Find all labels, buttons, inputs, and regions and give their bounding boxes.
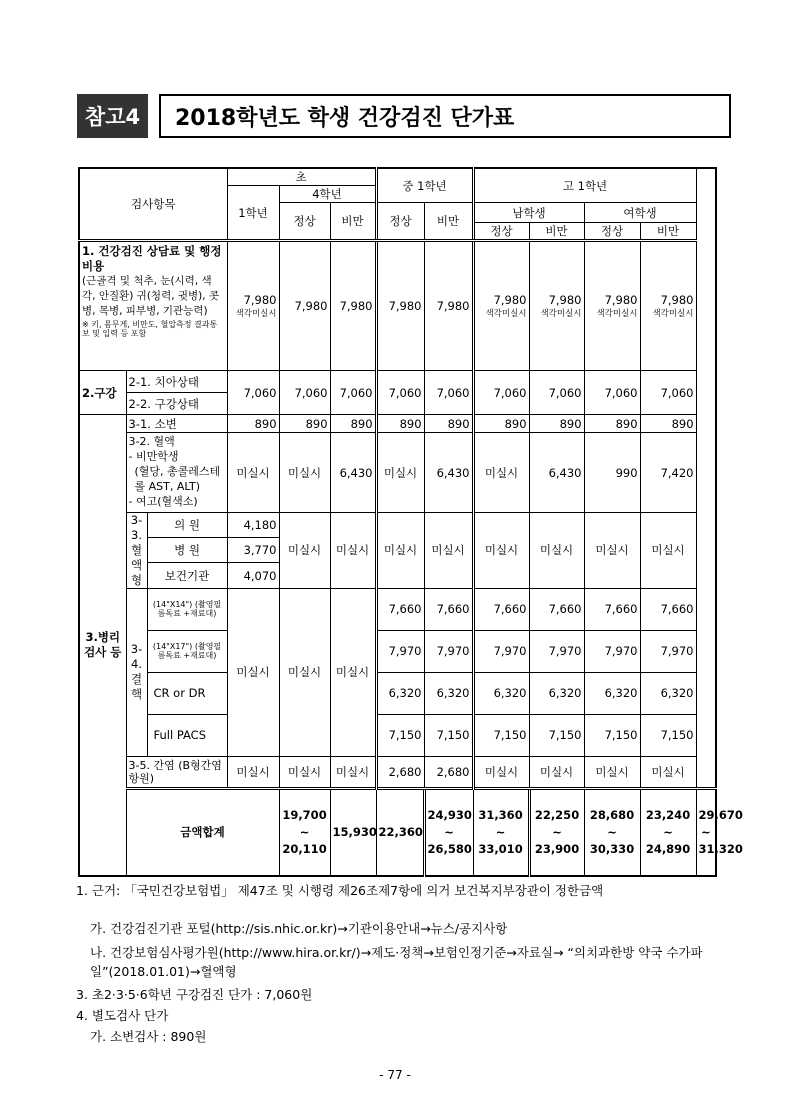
xray2-hfo: 7,970 [640, 630, 696, 672]
btype-g4n: 미실시 [279, 513, 330, 589]
xray-g4o: 미실시 [330, 588, 376, 756]
total-hmn: 22,250 ~ 23,900 [529, 788, 584, 876]
xray3-mo: 6,320 [424, 672, 473, 714]
urine-hmn: 890 [473, 415, 529, 433]
blood-label: 3-2. 혈액 - 비만학생 (혈당, 총콜레스테롤 AST, ALT) - 여고(혈색소) [126, 433, 227, 513]
appendix-badge: 참고4 [77, 94, 148, 138]
price-table [78, 167, 743, 877]
footnote-1a: 가. 건강검진기관 포털(http://sis.nhic.or.kr)→기관이용안내→뉴스/공지사항 [90, 921, 508, 936]
total-hfn: 23,240 ~ 24,890 [640, 788, 696, 876]
header-male-obese: 비만 [529, 223, 584, 241]
header-male-normal: 정상 [473, 223, 529, 241]
header-female-normal: 정상 [584, 223, 640, 241]
footnote-1: 1. 근거: 「국민건강보험법」 제47조 및 시행령 제26조제7항에 의거 보건복지부장관이 정한금액 [76, 883, 604, 898]
xray4-mo: 7,150 [424, 714, 473, 756]
xray2-hfn: 7,970 [584, 630, 640, 672]
header-mid: 중 1학년 [376, 168, 473, 203]
xray4-hfo: 7,150 [640, 714, 696, 756]
total-hfo: 29,670 ~ 31,320 [696, 788, 716, 876]
sec2-g4o: 7,060 [330, 371, 376, 415]
blood-g4o: 6,430 [330, 433, 376, 513]
blood-g4n: 미실시 [279, 433, 330, 513]
sec1-mn: 7,980 [376, 241, 424, 371]
total-g4o: 22,360 [376, 788, 424, 876]
btype-label: 3-3. 혈액형 [126, 513, 147, 589]
xray-14x17: (14"X17") (촬영필름독료 +재료대) [147, 630, 227, 672]
footnote-4: 4. 별도검사 단가 [76, 1008, 169, 1023]
xray-14x14: (14"X14") (촬영필름독료 +재료대) [147, 588, 227, 630]
btype-hmo: 미실시 [529, 513, 584, 589]
liver-hfn: 미실시 [584, 756, 640, 788]
header-grade4: 4학년 [279, 186, 376, 203]
btype-mo: 미실시 [424, 513, 473, 589]
sec2-r2: 2-2. 구강상태 [126, 393, 227, 415]
liver-g4n: 미실시 [279, 756, 330, 788]
sec2-hfo: 7,060 [640, 371, 696, 415]
xray-g4n: 미실시 [279, 588, 330, 756]
liver-label: 3-5. 간염 (B형간염 항원) [126, 756, 227, 788]
liver-hfo: 미실시 [640, 756, 696, 788]
blood-g1: 미실시 [227, 433, 279, 513]
btype-hfo: 미실시 [640, 513, 696, 589]
blood-hfn: 990 [584, 433, 640, 513]
btype-hmn: 미실시 [473, 513, 529, 589]
sec3-title: 3.병리 검사 등 [79, 415, 126, 877]
header-item: 검사항목 [79, 168, 227, 241]
liver-hmn: 미실시 [473, 756, 529, 788]
xray3-hmo: 6,320 [529, 672, 584, 714]
xray-g1: 미실시 [227, 588, 279, 756]
header-mid-obese: 비만 [424, 203, 473, 241]
sec1-title: 1. 건강검진 상담료 및 행정비용 [82, 244, 222, 273]
page-number: - 77 - [379, 1068, 411, 1082]
blood-mo: 6,430 [424, 433, 473, 513]
sec2-r1: 2-1. 치아상태 [126, 371, 227, 393]
xray1-mn: 7,660 [376, 588, 424, 630]
xray3-mn: 6,320 [376, 672, 424, 714]
btype-clinic-val: 4,180 [227, 513, 279, 538]
sec1-desc: (근골격 및 척추, 눈(시력, 색각, 안질환) 귀(청력, 귓병), 콧병, 목병, 피부병, 기관능력) [82, 274, 220, 318]
urine-g4n: 890 [279, 415, 330, 433]
total-label: 금액합계 [126, 788, 279, 876]
xray4-hmo: 7,150 [529, 714, 584, 756]
sec2-hfn: 7,060 [584, 371, 640, 415]
sec2-mo: 7,060 [424, 371, 473, 415]
blood-hmo: 6,430 [529, 433, 584, 513]
xray1-hfn: 7,660 [584, 588, 640, 630]
btype-health-val: 4,070 [227, 563, 279, 588]
sec1-g4o: 7,980 [330, 241, 376, 371]
sec2-hmo: 7,060 [529, 371, 584, 415]
urine-g1: 890 [227, 415, 279, 433]
btype-mn: 미실시 [376, 513, 424, 589]
xray3-hfn: 6,320 [584, 672, 640, 714]
liver-g4o: 미실시 [330, 756, 376, 788]
header-male: 남학생 [473, 203, 584, 223]
sec2-mn: 7,060 [376, 371, 424, 415]
sec2-hmn: 7,060 [473, 371, 529, 415]
header-g4-normal: 정상 [279, 203, 330, 241]
sec1-hfn: 7,980 색각미실시 [584, 241, 640, 371]
header-female: 여학생 [584, 203, 696, 223]
total-hmo: 28,680 ~ 30,330 [584, 788, 640, 876]
xray2-hmn: 7,970 [473, 630, 529, 672]
sec2-g4n: 7,060 [279, 371, 330, 415]
sec1-hmn: 7,980 색각미실시 [473, 241, 529, 371]
xray2-mn: 7,970 [376, 630, 424, 672]
footnote-4a: 가. 소변검사 : 890원 [90, 1029, 207, 1044]
sec1-mo: 7,980 [424, 241, 473, 371]
sec1-note: ※ 키, 몸무게, 비만도, 혈압측정 결과통보 및 입력 등 포함 [82, 319, 218, 338]
page-title: 2018학년도 학생 건강검진 단가표 [159, 94, 731, 138]
total-mo: 31,360 ~ 33,010 [473, 788, 529, 876]
xray2-mo: 7,970 [424, 630, 473, 672]
footnote-1b: 나. 건강보험심사평가원(http://www.hira.or.kr/)→제도·정책→보험인정기준→자료실→ “의치과한방 약국 수가파일”(2018.01.01)→혈액형 [90, 945, 703, 979]
header-grade1: 1학년 [227, 186, 279, 241]
xray4-mn: 7,150 [376, 714, 424, 756]
blood-mn: 미실시 [376, 433, 424, 513]
blood-hfo: 7,420 [640, 433, 696, 513]
liver-mo: 2,680 [424, 756, 473, 788]
xray1-mo: 7,660 [424, 588, 473, 630]
liver-mn: 2,680 [376, 756, 424, 788]
xray4-hmn: 7,150 [473, 714, 529, 756]
footnote-3: 3. 초2·3·5·6학년 구강검진 단가 : 7,060원 [76, 987, 313, 1002]
urine-mo: 890 [424, 415, 473, 433]
xray-label: 3-4. 결핵 [126, 588, 147, 756]
header-high: 고 1학년 [473, 168, 696, 203]
header-female-obese: 비만 [640, 223, 696, 241]
xray-pacs: Full PACS [147, 714, 227, 756]
liver-g1: 미실시 [227, 756, 279, 788]
sec2-title: 2.구강 [79, 371, 126, 415]
xray3-hmn: 6,320 [473, 672, 529, 714]
xray-crdr: CR or DR [147, 672, 227, 714]
blood-hmn: 미실시 [473, 433, 529, 513]
urine-label: 3-1. 소변 [126, 415, 227, 433]
btype-hospital: 병 원 [147, 538, 227, 563]
sec1-label [79, 241, 227, 371]
xray4-hfn: 7,150 [584, 714, 640, 756]
total-g4n: 15,930 [330, 788, 376, 876]
sec1-g1: 7,980 색각미실시 [227, 241, 279, 371]
urine-hmo: 890 [529, 415, 584, 433]
xray1-hfo: 7,660 [640, 588, 696, 630]
btype-hospital-val: 3,770 [227, 538, 279, 563]
urine-hfo: 890 [640, 415, 696, 433]
sec1-hfo: 7,980 색각미실시 [640, 241, 696, 371]
xray1-hmn: 7,660 [473, 588, 529, 630]
btype-g4o: 미실시 [330, 513, 376, 589]
urine-mn: 890 [376, 415, 424, 433]
urine-g4o: 890 [330, 415, 376, 433]
total-mn: 24,930 ~ 26,580 [424, 788, 473, 876]
btype-health: 보건기관 [147, 563, 227, 588]
sec1-g4n: 7,980 [279, 241, 330, 371]
liver-hmo: 미실시 [529, 756, 584, 788]
xray1-hmo: 7,660 [529, 588, 584, 630]
btype-clinic: 의 원 [147, 513, 227, 538]
header-g4-obese: 비만 [330, 203, 376, 241]
sec1-hmo: 7,980 색각미실시 [529, 241, 584, 371]
urine-hfn: 890 [584, 415, 640, 433]
sec2-g1: 7,060 [227, 371, 279, 415]
btype-hfn: 미실시 [584, 513, 640, 589]
xray2-hmo: 7,970 [529, 630, 584, 672]
header-elem: 초 [227, 168, 376, 186]
total-g1: 19,700 ~ 20,110 [279, 788, 330, 876]
xray3-hfo: 6,320 [640, 672, 696, 714]
header-mid-normal: 정상 [376, 203, 424, 241]
